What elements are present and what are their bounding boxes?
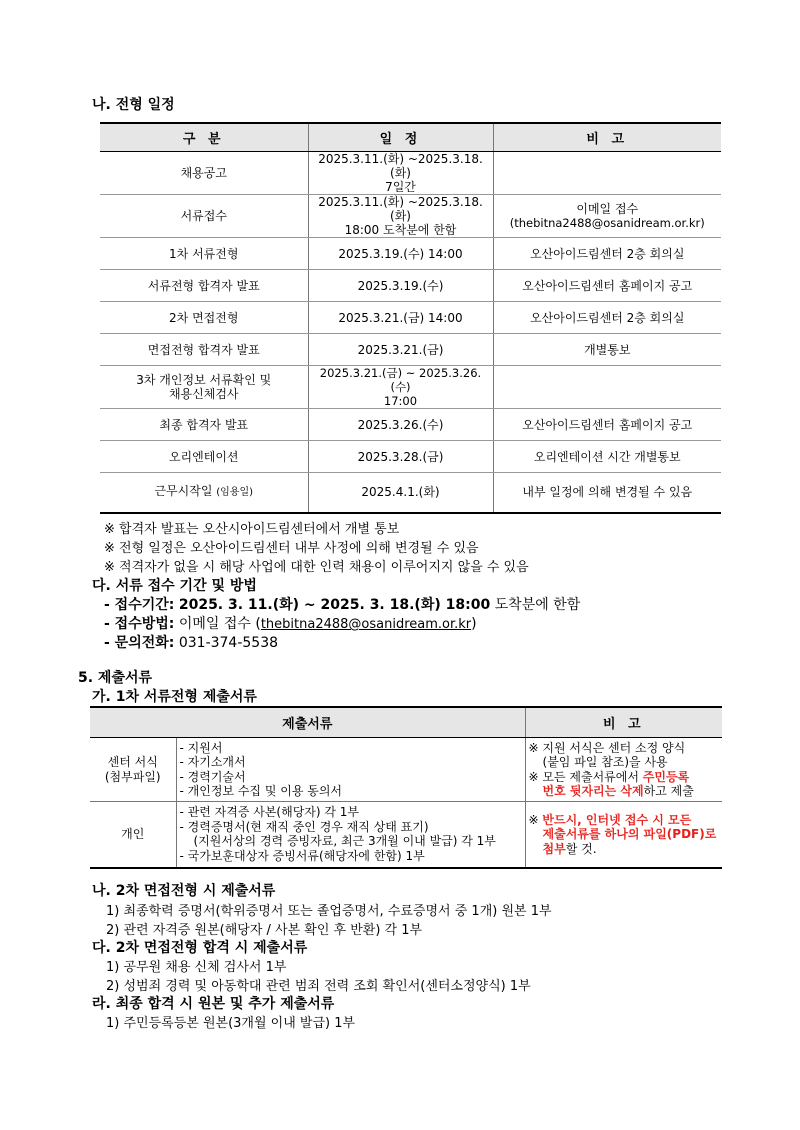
date-line: 18:00 도착분에 한함 [344, 223, 457, 237]
note-line [529, 827, 720, 842]
list-item: 1) 주민등록등본 원본(3개월 이내 발급) 1부 [106, 1016, 356, 1031]
list-item: - 관련 자격증 사본(해당자) 각 1부 [179, 805, 360, 820]
row-category: 채용공고 [100, 152, 308, 195]
list-item: 2) 성범죄 경력 및 아동학대 관련 범죄 전력 조회 확인서(센터소정양식) 1부 [106, 979, 531, 994]
note-line [529, 842, 720, 857]
date-line: 17:00 [383, 394, 418, 408]
table-row [100, 152, 721, 195]
date-line: 2025.3.11.(화) ~2025.3.18.(화) [318, 195, 483, 223]
row-note: 오산아이드림센터 홈페이지 공고 [493, 270, 721, 302]
interview-docs-title: 나. 2차 면접전형 시 제출서류 [92, 883, 276, 899]
note-line: ※ 적격자가 없을 시 해당 사업에 대한 인력 채용이 이루어지지 않을 수 있음 [104, 560, 529, 575]
row-date: 2025.3.19.(수) [308, 270, 493, 302]
schedule-section-title: 나. 전형 일정 [92, 97, 175, 113]
list-item: 1) 공무원 채용 신체 검사서 1부 [106, 960, 287, 975]
documents-section-title: 5. 제출서류 [78, 670, 153, 686]
contact-phone [104, 632, 278, 652]
note-line [529, 770, 720, 785]
row-category: 2차 면접전형 [100, 302, 308, 334]
category-line: 3차 개인정보 서류확인 및 [136, 373, 272, 387]
note-emphasis: 주민등록 [642, 769, 690, 784]
interview-pass-docs-title: 다. 2차 면접전형 합격 시 제출서류 [92, 940, 308, 956]
row-note [525, 738, 722, 802]
row-category [100, 366, 308, 409]
row-date: 2025.3.19.(수) 14:00 [308, 238, 493, 270]
table-row [100, 270, 721, 302]
row-note [525, 802, 722, 868]
list-item: - 자기소개서 [179, 755, 246, 769]
note-line: ※ 합격자 발표는 오산시아이드림센터에서 개별 통보 [104, 522, 400, 537]
row-category: 개인 [90, 802, 176, 868]
date-line: 2025.3.11.(화) ~2025.3.18.(화) [318, 152, 483, 180]
table-row [100, 302, 721, 334]
row-note: 내부 일정에 의해 변경될 수 있음 [493, 473, 721, 513]
note-text: ※ [528, 812, 543, 827]
list-item: - 국가보훈대상자 증빙서류(해당자에 한함) 1부 [179, 848, 425, 863]
row-category: 1차 서류전형 [100, 238, 308, 270]
category-small: (임용일) [216, 487, 254, 499]
row-category: 최종 합격자 발표 [100, 409, 308, 441]
application-method [104, 613, 477, 633]
category-text: 근무시작일 [154, 484, 213, 499]
documents-header-row [90, 707, 722, 738]
table-row [100, 441, 721, 473]
category-line: 채용신체검사 [168, 387, 239, 401]
row-note: 오산아이드림센터 2층 회의실 [493, 302, 721, 334]
header-note: 비 고 [525, 707, 722, 738]
phone-value: 031-374-5538 [178, 635, 279, 651]
table-row [100, 238, 721, 270]
note-text: 할 것. [565, 841, 597, 856]
phone-label: - 문의전화: [104, 635, 175, 651]
list-item: - 경력증명서(현 재직 중인 경우 재직 상태 표기) [179, 819, 429, 834]
application-period [104, 594, 580, 614]
table-row [100, 409, 721, 441]
method-label: - 접수방법: [104, 616, 175, 632]
method-value: 이메일 접수 ( [178, 616, 261, 632]
final-pass-docs-title: 라. 최종 합격 시 원본 및 추가 제출서류 [92, 996, 335, 1012]
row-note [493, 195, 721, 238]
list-item: - 지원서 [179, 740, 223, 755]
row-note: 오산아이드림센터 2층 회의실 [493, 238, 721, 270]
period-suffix: 도착분에 한함 [494, 597, 581, 613]
row-category: 면접전형 합격자 발표 [100, 334, 308, 366]
method-close: ) [471, 616, 477, 632]
category-line: 센터 서식 [107, 755, 158, 769]
row-note: 오리엔테이션 시간 개별통보 [493, 441, 721, 473]
note-emphasis: 번호 뒷자리는 삭제 [542, 784, 644, 798]
note-line [529, 784, 720, 799]
table-row [100, 334, 721, 366]
row-note: 오산아이드림센터 홈페이지 공고 [493, 409, 721, 441]
note-line [529, 813, 720, 828]
row-date: 2025.4.1.(화) [308, 473, 493, 513]
note-line: ※ 지원 서식은 센터 소정 양식 [528, 740, 686, 755]
table-row [90, 738, 722, 802]
header-documents: 제출서류 [90, 707, 525, 738]
documents-table [90, 706, 722, 869]
email-link[interactable]: thebitna2488@osanidream.or.kr [260, 617, 472, 632]
row-date [308, 366, 493, 409]
row-date: 2025.3.21.(금) [308, 334, 493, 366]
row-note [493, 366, 721, 409]
list-item: - 개인정보 수집 및 이용 동의서 [179, 784, 343, 798]
row-category: 오리엔테이션 [100, 441, 308, 473]
row-date: 2025.3.21.(금) 14:00 [308, 302, 493, 334]
list-item: - 경력기술서 [179, 769, 246, 784]
row-note: 개별통보 [493, 334, 721, 366]
table-row [100, 195, 721, 238]
row-note [493, 152, 721, 195]
note-emphasis: 제출서류를 하나의 파일(PDF)로 [542, 827, 717, 841]
header-note: 비 고 [493, 123, 721, 152]
row-items [176, 738, 525, 802]
first-screening-docs-title: 가. 1차 서류전형 제출서류 [92, 689, 257, 705]
row-category [90, 738, 176, 802]
note-line: (붙임 파일 참조)을 사용 [542, 755, 668, 769]
row-items [176, 802, 525, 868]
row-category: 서류전형 합격자 발표 [100, 270, 308, 302]
note-line: 이메일 접수 [576, 202, 639, 216]
row-date: 2025.3.26.(수) [308, 409, 493, 441]
note-line: ※ 전형 일정은 오산아이드림센터 내부 사정에 의해 변경될 수 있음 [104, 541, 479, 556]
date-line: 2025.3.21.(금) ~ 2025.3.26.(수) [319, 366, 482, 394]
row-category: 서류접수 [100, 195, 308, 238]
row-date [308, 195, 493, 238]
application-section-title: 다. 서류 접수 기간 및 방법 [92, 578, 257, 594]
period-label: - 접수기간: [104, 597, 175, 613]
list-item: (지원서상의 경력 증빙자료, 최근 3개월 이내 발급) 각 1부 [193, 834, 496, 849]
row-date: 2025.3.28.(금) [308, 441, 493, 473]
list-item: 1) 최종학력 증명서(학위증명서 또는 졸업증명서, 수료증명서 중 1개) 원본 1부 [106, 904, 552, 919]
header-category: 구 분 [100, 123, 308, 152]
note-text: 하고 제출 [643, 784, 694, 798]
note-line: (thebitna2488@osanidream.or.kr) [509, 216, 705, 230]
category-line: (첨부파일) [104, 769, 161, 784]
table-row [90, 802, 722, 868]
header-date: 일 정 [308, 123, 493, 152]
note-emphasis: 반드시, 인터넷 접수 시 모든 [542, 812, 692, 827]
table-row [100, 366, 721, 409]
schedule-header-row [100, 123, 721, 152]
table-row [100, 473, 721, 513]
row-date [308, 152, 493, 195]
list-item: 2) 관련 자격증 원본(해당자 / 사본 확인 후 반환) 각 1부 [106, 923, 423, 938]
note-text: ※ 모든 제출서류에서 [528, 769, 643, 784]
schedule-table [100, 122, 721, 514]
period-value: 2025. 3. 11.(화) ~ 2025. 3. 18.(화) 18:00 [178, 597, 491, 613]
date-line: 7일간 [385, 180, 416, 194]
note-emphasis: 첨부 [542, 841, 566, 856]
row-category [100, 473, 308, 513]
